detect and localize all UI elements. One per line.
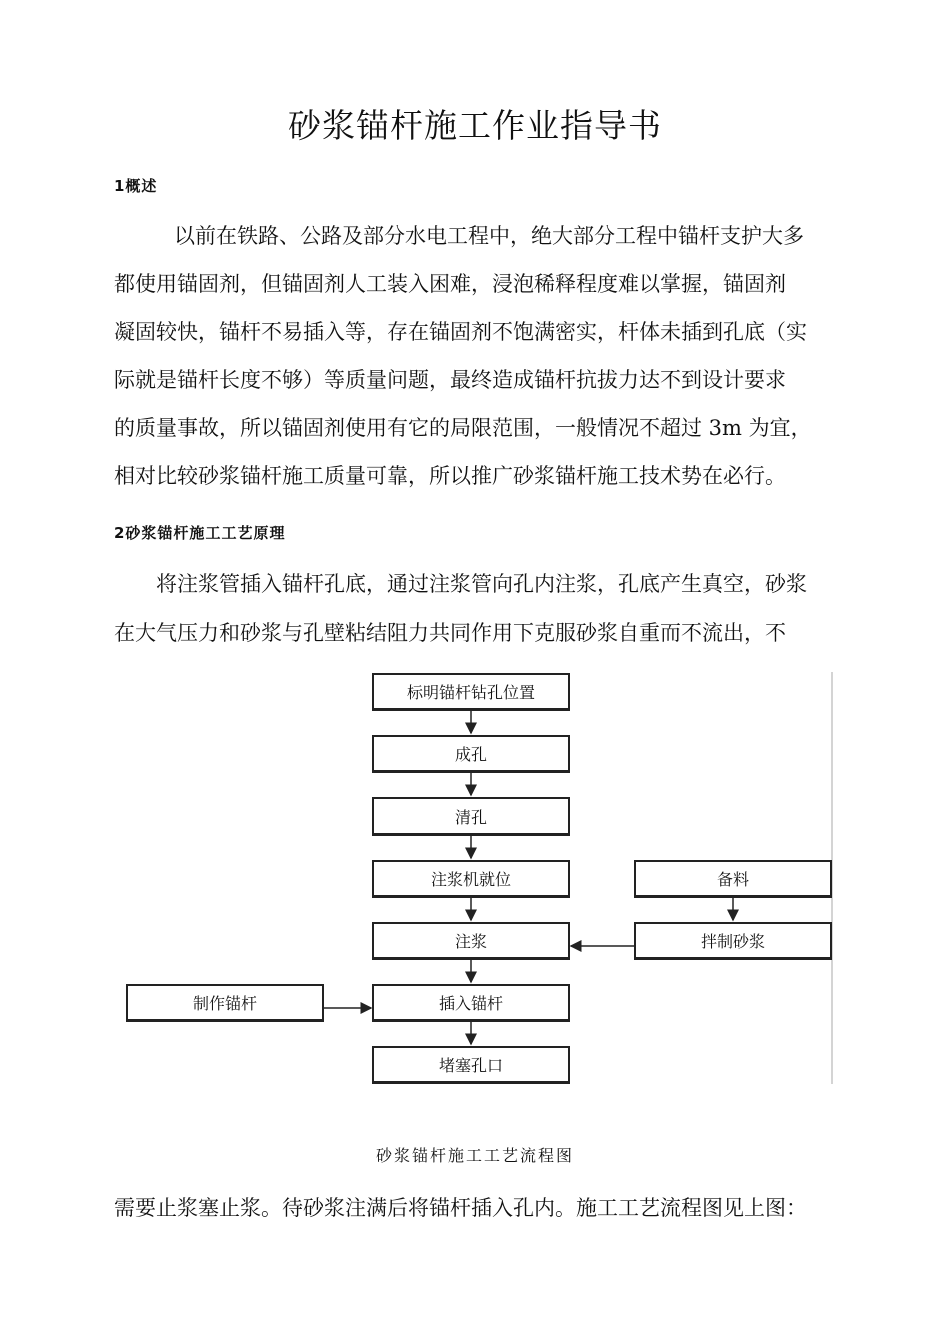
paragraph-line: 将注浆管插入锚杆孔底，通过注浆管向孔内注浆，孔底产生真空，砂浆 <box>156 572 807 596</box>
flow-step-label: 注浆机就位 <box>430 870 511 889</box>
flow-step-insert-anchor <box>372 984 570 1022</box>
paragraph-line: 际就是锚杆长度不够）等质量问题，最终造成锚杆抗拔力达不到设计要求 <box>114 368 786 392</box>
flow-step-plug-hole <box>372 1046 570 1084</box>
flow-step-label: 拌制砂浆 <box>700 932 765 951</box>
flow-step-position-grout-machine <box>372 860 570 898</box>
flow-step-label: 制作锚杆 <box>192 994 257 1013</box>
flow-step-label: 标明锚杆钻孔位置 <box>406 683 535 702</box>
section-1-heading: 1概述 <box>114 177 158 195</box>
flow-step-prepare-materials <box>634 860 832 898</box>
flow-step-label: 堵塞孔口 <box>438 1056 503 1075</box>
paragraph-line: 都使用锚固剂，但锚固剂人工装入困难，浸泡稀释程度难以掌握，锚固剂 <box>114 272 786 296</box>
paragraph-line: 的质量事故，所以锚固剂使用有它的局限范围，一般情况不超过 3m 为宜， <box>114 416 812 440</box>
flow-step-label: 备料 <box>716 870 749 889</box>
flow-step-label: 清孔 <box>454 807 487 827</box>
flow-step-label: 成孔 <box>454 745 487 764</box>
flow-step-mark-holes <box>372 673 570 711</box>
paragraph-line: 需要止浆塞止浆。待砂浆注满后将锚杆插入孔内。施工工艺流程图见上图： <box>114 1196 807 1220</box>
section-2-heading: 2砂浆锚杆施工工艺原理 <box>114 524 286 542</box>
flow-step-make-anchor <box>126 984 324 1022</box>
flow-step-label: 插入锚杆 <box>438 994 503 1013</box>
flow-step-clean-hole <box>372 797 570 836</box>
flow-step-drilling <box>372 735 570 773</box>
flow-step-label: 注浆 <box>454 932 487 951</box>
paragraph-line: 在大气压力和砂浆与孔壁粘结阻力共同作用下克服砂浆自重而不流出，不 <box>114 621 786 645</box>
paragraph-line: 相对比较砂浆锚杆施工质量可靠，所以推广砂浆锚杆施工技术势在必行。 <box>114 464 786 488</box>
paragraph-line: 凝固较快，锚杆不易插入等，存在锚固剂不饱满密实，杆体未插到孔底（实 <box>114 320 807 344</box>
figure-caption: 砂浆锚杆施工工艺流程图 <box>375 1146 574 1165</box>
paragraph-line: 以前在铁路、公路及部分水电工程中，绝大部分工程中锚杆支护大多 <box>174 224 804 248</box>
flow-step-mix-mortar <box>634 922 832 960</box>
document-title: 砂浆锚杆施工作业指导书 <box>288 106 662 145</box>
flow-step-grouting <box>372 922 570 960</box>
